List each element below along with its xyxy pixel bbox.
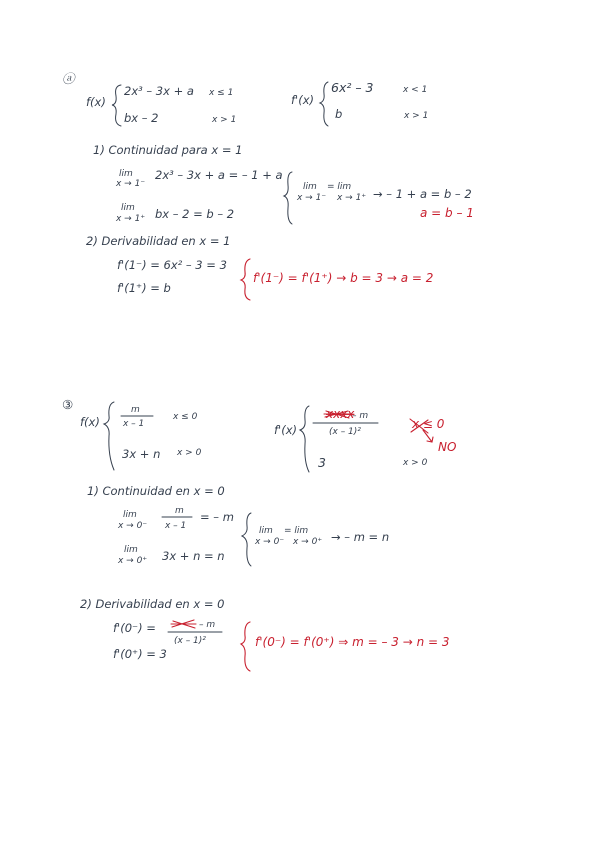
problem-3-fp-case2-expr: 3 (318, 455, 326, 470)
problem-3-f-name: f(x) (80, 415, 100, 429)
problem-a-f-case1-expr: 2x³ – 3x + a (124, 84, 194, 98)
problem-3-deriv-left-prefix: f'(0⁻) = (113, 621, 156, 635)
problem-3-fp-case1-den: (x – 1)² (329, 427, 361, 437)
problem-a-cont-brace (284, 172, 292, 224)
problem-3-eq-sub1: x → 0⁻ (255, 537, 285, 547)
problem-a-f-case2-cond: x > 1 (212, 115, 237, 125)
problem-3-lim-right-word: lim (124, 545, 138, 555)
problem-a-fp-case2-cond: x > 1 (404, 111, 429, 121)
problem-3-f-case1-num: m (131, 405, 140, 415)
problem-3-deriv-scribble (171, 620, 196, 628)
problem-3-label: ③ (62, 397, 74, 412)
problem-3-fp-case1-scribble: xxxx (326, 407, 355, 421)
problem-a-fp-case1-cond: x < 1 (403, 85, 428, 95)
problem-a-lim-right-word: lim (121, 203, 135, 213)
problem-3-fp-name: f'(x) (274, 423, 297, 437)
problem-3-f-case2-expr: 3x + n (122, 447, 161, 461)
problem-a-deriv-left: f'(1⁻) = 6x² – 3 = 3 (117, 258, 227, 272)
problem-a-eq-lim1: lim (303, 182, 317, 192)
problem-a-fp-case1-expr: 6x² – 3 (331, 80, 374, 95)
problem-a-f-case1-cond: x ≤ 1 (209, 88, 234, 98)
problem-3-lim-right-expr: 3x + n = n (162, 549, 225, 563)
problem-a-eq-sub2: x → 1⁺ (337, 193, 367, 203)
problem-3-deriv-right: f'(0⁺) = 3 (113, 647, 167, 661)
problem-3-eq-sub2: x → 0⁺ (293, 537, 323, 547)
problem-3-lim-right-sub: x → 0⁺ (118, 556, 148, 566)
problem-a-fp-brace (320, 82, 328, 126)
problem-3-deriv-left-den: (x – 1)² (174, 636, 206, 646)
problem-a-lim-right-sub: x → 1⁺ (116, 214, 146, 224)
problem-a-part2-title: 2) Derivabilidad en x = 1 (86, 234, 231, 248)
problem-3-eq-lim1: lim (259, 526, 273, 536)
problem-3-part1-title: 1) Continuidad en x = 0 (87, 484, 225, 498)
problem-a-deriv-brace (241, 259, 250, 300)
problem-a-cont-result-red: a = b – 1 (420, 206, 474, 220)
problem-a-eq-sub1: x → 1⁻ (297, 193, 327, 203)
problem-a-eq-mid: = lim (327, 182, 352, 192)
problem-a-deriv-right: f'(1⁺) = b (117, 281, 171, 295)
problem-3-deriv-left-num: – m (199, 620, 216, 630)
problem-a-fp-case2-expr: b (335, 107, 343, 121)
problem-a-lim-right-expr: bx – 2 = b – 2 (155, 207, 235, 221)
problem-3-cont-result: → – m = n (331, 530, 390, 544)
problem-3-deriv-brace (241, 622, 250, 671)
problem-3-fp-no: NO (438, 440, 457, 454)
problem-3-fp-case2-cond: x > 0 (403, 458, 428, 468)
problem-a-lim-left-sub: x → 1⁻ (116, 179, 146, 189)
problem-a-f-brace (112, 85, 121, 126)
problem-3-fp-case1-cond: x ≤ 0 (412, 417, 445, 431)
problem-3-eq-mid: = lim (284, 526, 309, 536)
problem-3-fp-case1-num: – m (352, 411, 369, 421)
problem-3-lim-left-word: lim (123, 510, 137, 520)
problem-3-lim-left-num: m (175, 506, 184, 516)
problem-3-part2-title: 2) Derivabilidad en x = 0 (80, 597, 225, 611)
problem-3-fp-brace (300, 406, 309, 472)
problem-a-label: ⓐ (62, 71, 75, 86)
problem-3-f-case1-cond: x ≤ 0 (173, 412, 198, 422)
problem-a-part1-title: 1) Continuidad para x = 1 (93, 143, 243, 157)
problem-a-lim-left-expr: 2x³ – 3x + a = – 1 + a (155, 168, 283, 182)
problem-a-f-case2-expr: bx – 2 (124, 111, 159, 125)
problem-a-f-name: f(x) (86, 95, 106, 109)
problem-3-lim-left-result: = – m (200, 510, 234, 524)
problem-3-fp-arrow (423, 430, 433, 442)
problem-3-lim-left-den: x – 1 (165, 521, 187, 531)
problem-3-lim-left-sub: x → 0⁻ (118, 521, 148, 531)
problem-a-deriv-result: f'(1⁻) = f'(1⁺) → b = 3 → a = 2 (253, 271, 434, 285)
problem-a-lim-left-word: lim (119, 169, 133, 179)
problem-3-deriv-result: f'(0⁻) = f'(0⁺) ⇒ m = – 3 → n = 3 (255, 635, 450, 649)
problem-3-f-case1-den: x – 1 (123, 419, 145, 429)
problem-3-f-brace (104, 402, 114, 470)
problem-a-fp-name: f'(x) (291, 93, 314, 107)
problem-3-cont-brace (242, 513, 251, 566)
problem-a-cont-result: → – 1 + a = b – 2 (373, 187, 472, 201)
problem-3-f-case2-cond: x > 0 (177, 448, 202, 458)
